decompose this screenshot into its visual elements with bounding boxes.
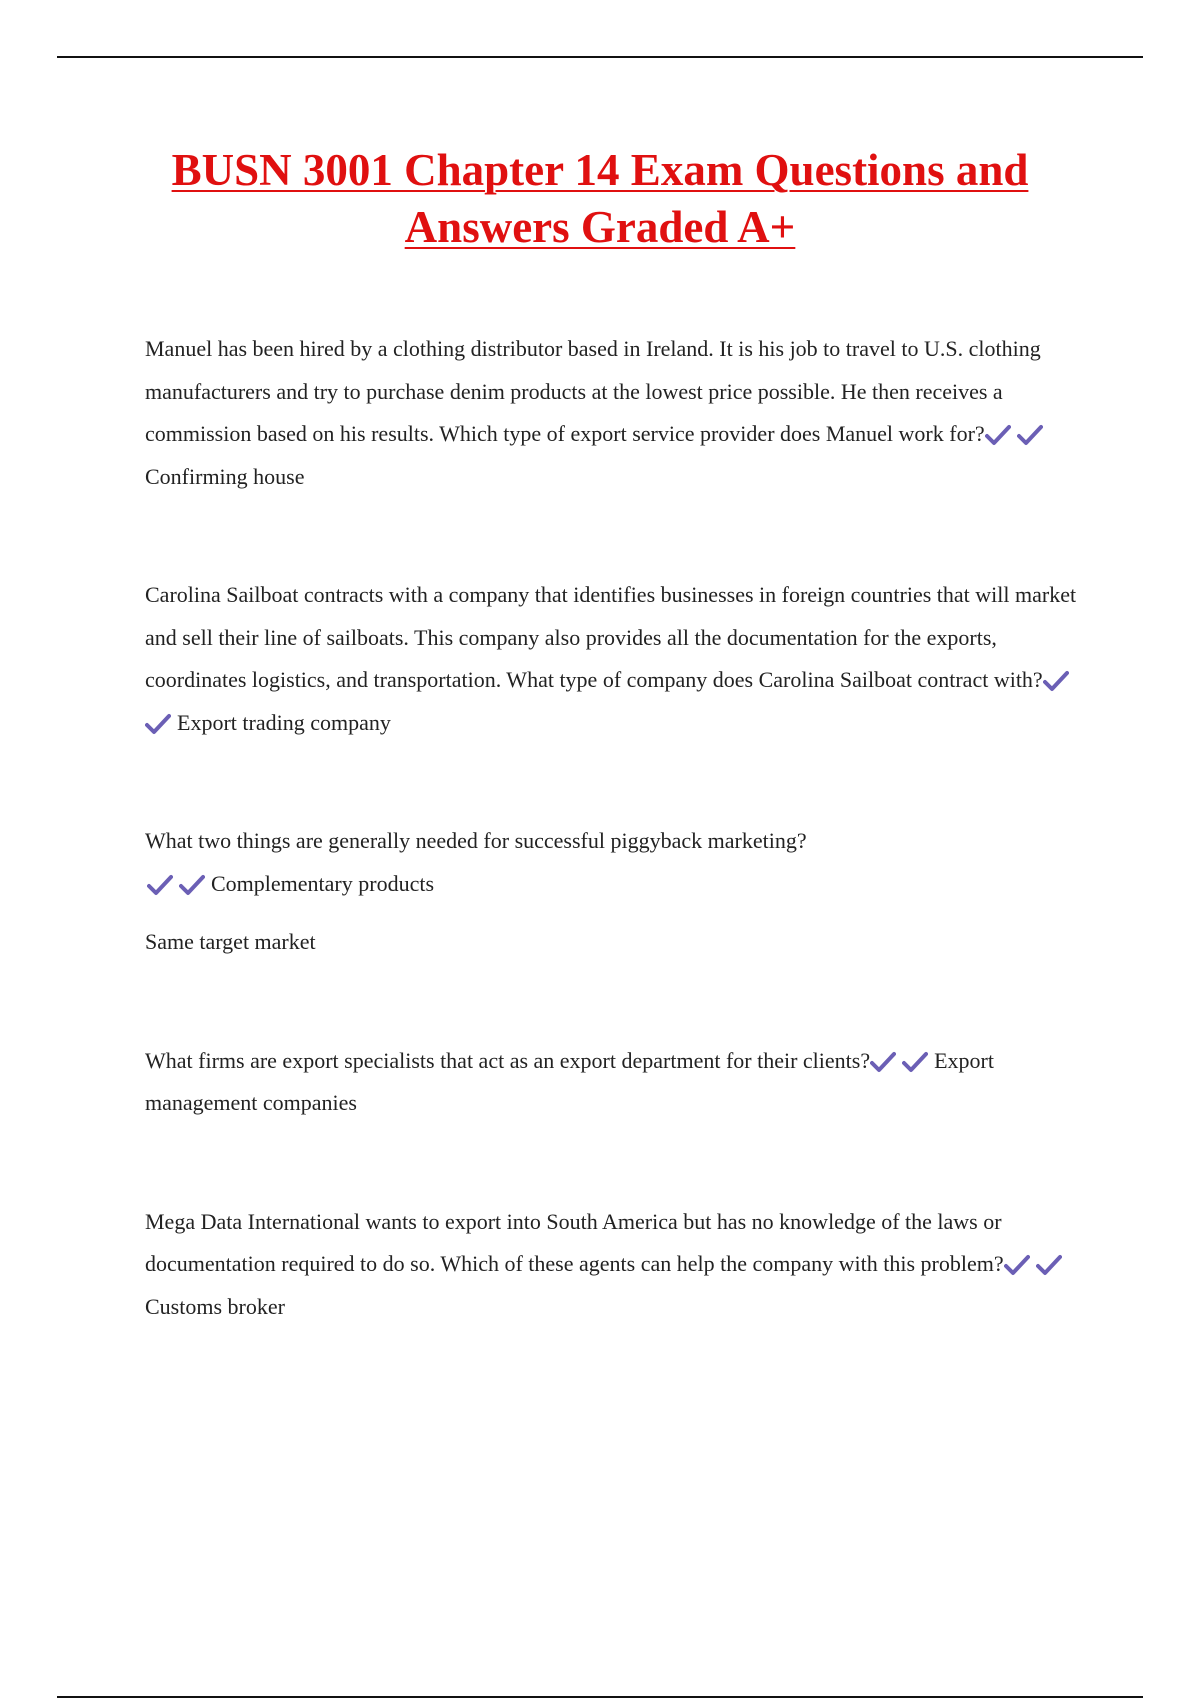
qa-item <box>145 820 1090 964</box>
check-icon <box>1017 424 1043 446</box>
check-icon <box>1036 1254 1062 1276</box>
question-text: What two things are generally needed for successful piggyback marketing? <box>145 828 807 853</box>
qa-paragraph <box>145 1201 1090 1329</box>
question-text: What firms are export specialists that act as an export department for their clients? <box>145 1047 871 1073</box>
check-icon <box>1004 1254 1030 1276</box>
check-icon <box>145 713 171 735</box>
question-text: Mega Data International wants to export into South America but has no knowledge of the laws or documentation required to do so. Which of these agents can help the company with this problem? <box>145 1208 1004 1276</box>
answer-text: Export trading company <box>177 709 391 735</box>
qa-paragraph <box>145 574 1090 744</box>
answer-text: Customs broker <box>145 1293 285 1319</box>
qa-item <box>145 1201 1090 1329</box>
answer-text: Export management companies <box>145 1047 994 1115</box>
check-icon <box>179 874 205 896</box>
qa-item <box>145 1040 1090 1125</box>
check-icon <box>870 1051 896 1073</box>
question-text: Carolina Sailboat contracts with a company that identifies businesses in foreign countries that will market and sell their line of sailboats. This company also provides all the documentation for the exports, coordinates logistics, and transportation. What type of company does Carolina Sailboat contract with? <box>145 582 1077 692</box>
check-icon <box>147 874 173 896</box>
answer-extra-text: Same target market <box>145 929 316 954</box>
qa-paragraph <box>145 1040 1090 1125</box>
top-rule <box>57 56 1143 58</box>
answer-text: Confirming house <box>145 463 305 489</box>
check-icon <box>902 1051 928 1073</box>
qa-item <box>145 574 1090 744</box>
qa-paragraph <box>145 328 1090 498</box>
qa-item <box>145 328 1090 498</box>
question-text: Manuel has been hired by a clothing distributor based in Ireland. It is his job to travel to U.S. clothing manufacturers and try to purchase denim products at the lowest price possible. He then receives a commission based on his results. Which type of export service provider does Manuel work for? <box>145 336 1041 446</box>
check-icon <box>985 424 1011 446</box>
answer-line <box>145 863 1090 906</box>
check-icon <box>1043 670 1069 692</box>
bottom-rule <box>57 1696 1143 1698</box>
qa-list <box>145 328 1090 1404</box>
page-title: BUSN 3001 Chapter 14 Exam Questions and Answers Graded A+ <box>171 145 1029 252</box>
answer-text: Complementary products <box>211 870 435 896</box>
